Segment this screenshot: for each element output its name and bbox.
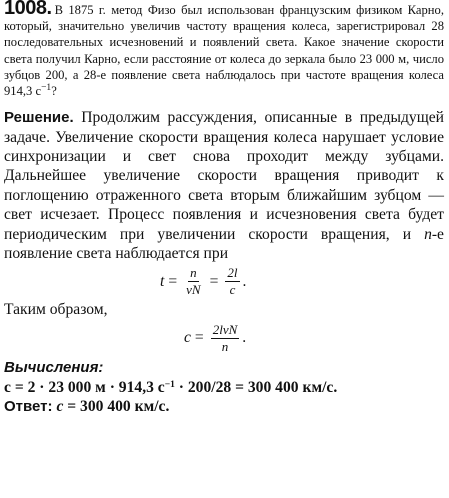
formula1-frac1-den: νN [186,282,201,298]
answer-label: Ответ: [4,397,53,415]
problem-statement [4,0,444,99]
problem-number: 1008. [4,0,52,19]
calc-sup: −1 [164,379,175,390]
formula2-lhs: c [184,329,191,347]
problem-unit-sup: −1 [41,83,52,94]
solution-paragraph [4,108,444,263]
formula2-eq: = [194,329,204,347]
formula2-frac-den: n [221,338,229,354]
answer-value: = 300 400 км/с. [63,397,170,415]
thus-text: Таким образом, [4,301,108,319]
formula1-eq1: = [168,272,178,290]
solution-n-var: n [424,225,432,243]
formula1-frac2-den: c [229,282,236,298]
solution-label: Решение. [4,109,74,127]
solution-text-end: -е появление света наблюдается при [4,225,444,263]
answer-var: c [56,397,64,415]
formula2-end: . [242,329,247,347]
problem-end: ? [51,84,57,99]
formula1-eq2: = [209,272,219,290]
formula-time [4,266,444,297]
formula1-fraction-1 [184,266,202,297]
formula1-fraction-2 [225,266,239,297]
formula1-frac1-num: n [190,265,197,281]
calc-line-a: c = 2 · 23 000 м · 914,3 с [4,378,165,396]
problem-text: В 1875 г. метод Физо был использован французским физиком Карно, который, значительно увеличив частоту вращения колеса, зарегистрировал 28 последовательных исчезновений и появлений света. Какое значение скорости света получил Карно, если расстояние от колеса до зеркала было 23 000 м, число зубцов 200, а 28-е появление света наблюдалось при частоте вращения колеса 914,3 с [4,3,444,99]
formula2-fraction [211,323,240,354]
calc-label: Вычисления: [4,358,104,376]
answer-line [4,397,444,416]
formula1-frac2-num: 2l [227,265,238,281]
formula1-lhs: t [160,272,165,290]
formula-speed [4,323,444,354]
formula2-frac-num: 2lνN [212,321,238,337]
calc-line-b: · 200/28 = 300 400 км/с. [174,378,338,396]
solution-text: Продолжим рассуждения, описанные в предыдущей задаче. Увеличение скорости вращения колеса нарушает условие синхронизации и свет снова проходит между зубцами. Дальнейшее увеличение скорости вращения приводит к поглощению отраженного света вторым ближайшим зубцом — свет исчезает. Процесс появления и исчезновения света будет периодическим при увеличении скорости вращения, и [4,109,444,243]
calc-line [4,378,444,397]
formula1-end: . [242,272,247,290]
